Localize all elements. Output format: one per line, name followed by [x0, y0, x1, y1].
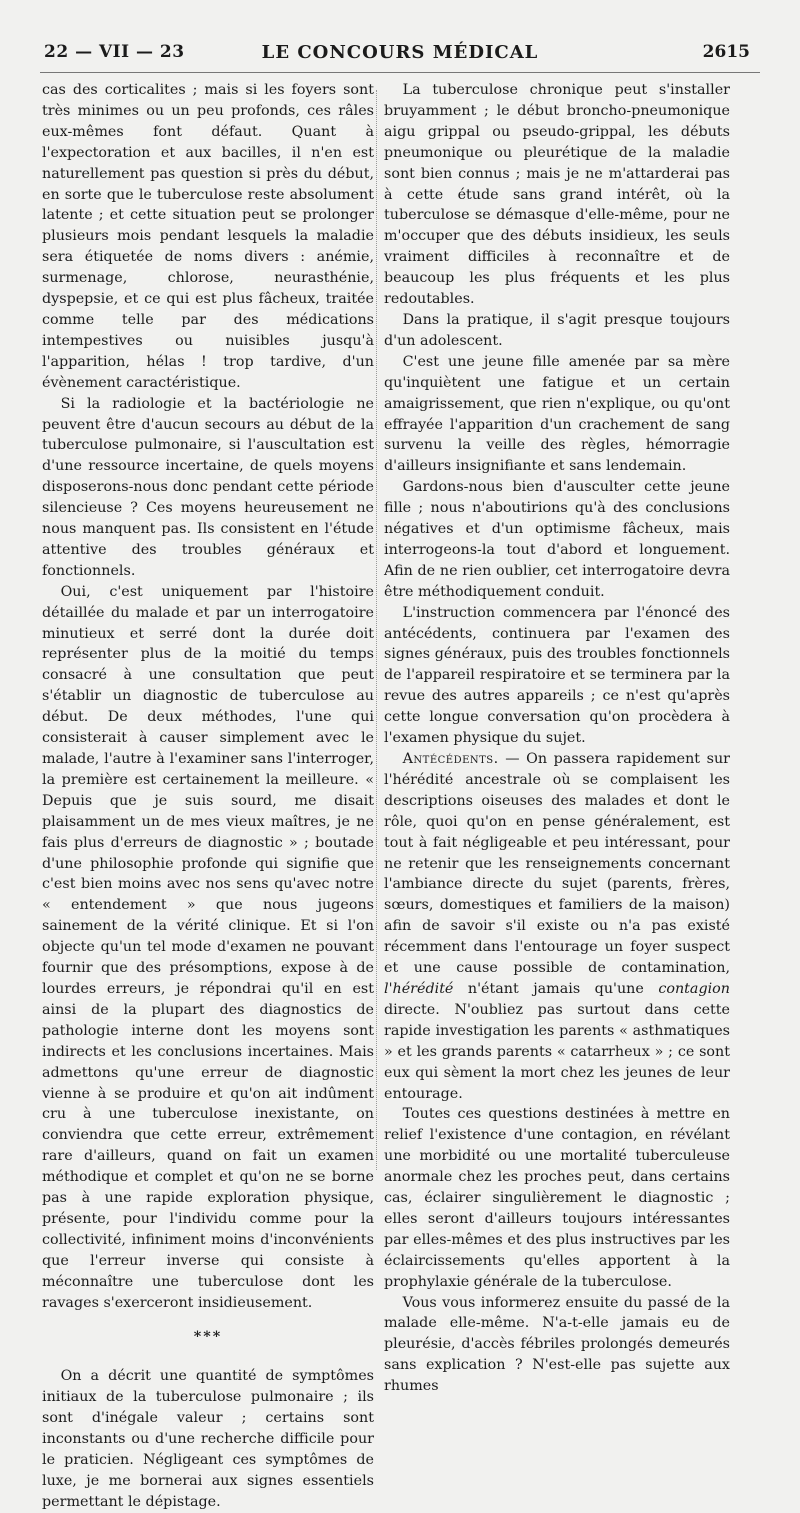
antecedents-text-b: n'étant jamais qu'une [453, 980, 659, 997]
column-divider [376, 90, 377, 1170]
left-paragraph-4: On a décrit une quantité de symptômes initiaux de la tuberculose pulmonaire ; ils sont d'inégale valeur ; certains sont inconstants ou d'une recherche difficile pour le praticien. Négligeant ces symptômes de luxe, je me bornerai aux signes essentiels permettant le dépistage. [42, 1368, 374, 1510]
header-rule [40, 72, 760, 73]
right-paragraph-4: Gardons-nous bien d'ausculter cette jeune fille ; nous n'aboutirions qu'à des conclusions négatives et d'un optimisme fâcheux, mais interrogeons-la tout d'abord et longuement. Afin de ne rien oublier, cet interrogatoire devra être méthodiquement conduit. [384, 479, 730, 600]
section-asterism: *** [193, 1329, 223, 1346]
journal-title: LE CONCOURS MÉDICAL [261, 42, 539, 63]
right-paragraph-3: C'est une jeune fille amenée par sa mère qu'inquiètent une fatigue et un certain amaigrissement, que rien n'explique, ou qu'ont effrayée l'apparition d'un crachement de sang survenu la veille des règles, hémorragie d'ailleurs insignifiante et sans lendemain. [384, 353, 730, 475]
left-paragraph-1: cas des corticalites ; mais si les foyers sont très minimes ou un peu profonds, ces râles eux-mêmes font défaut. Quant à l'expectoration et aux bacilles, il n'en est naturellement pas question si près du début, en sorte que le tuberculose reste absolument latente ; et cette situation peut se prolonger plusieurs mois pendant lesquels la maladie sera étiquetée de noms divers : anémie, surmenage, chlorose, neurasthénie, dyspepsie, et ce qui est plus fâcheux, traitée comme telle par des médications intempestives ou nuisibles jusqu'à l'apparition, hélas ! trop tardive, d'un évènement caractéristique. [42, 82, 374, 391]
contagion-term: contagion [658, 980, 730, 997]
page-header [40, 36, 760, 66]
right-paragraph-5: L'instruction commencera par l'énoncé des antécédents, continuera par l'examen des signes généraux, puis des troubles fonctionnels de l'appareil respiratoire et se terminera par la revue des autres appareils ; ce n'est qu'après cette longue conversation qu'on procèdera à l'examen physique du sujet. [384, 604, 730, 747]
right-paragraph-7: Toutes ces questions destinées à mettre en relief l'existence d'une contagion, en révélant une morbidité ou une mortalité tuberculeuse anormale chez les proches peut, dans certains cas, éclairer singulièrement le diagnostic ; elles seront d'ailleurs toujours intéressantes par elles-mêmes et des plus instructives par les éclaircissements qu'elles apportent à la prophylaxie générale de la tuberculose. [384, 1106, 730, 1290]
right-column [384, 80, 730, 1397]
heredite-term: l'hérédité [384, 980, 454, 997]
left-paragraph-2: Si la radiologie et la bactériologie ne peuvent être d'aucun secours au début de la tuberculose pulmonaire, si l'auscultation est d'une ressource incertaine, de quels moyens disposerons-nous donc pendant cette période silencieuse ? Ces moyens heureusement ne nous manquent pas. Ils consistent en l'étude attentive des troubles généraux et fonctionnels. [42, 395, 374, 579]
right-paragraph-1: La tuberculose chronique peut s'installer bruyamment ; le début broncho-pneumonique aigu grippal ou pseudo-grippal, les débuts pneumonique ou pleurétique de la maladie sont bien connus ; mais je ne m'attarderai pas à cette étude sans grand intérêt, où la tuberculose se démasque d'elle-même, pour ne m'occuper que des débuts insidieux, les seuls vraiment difficiles à reconnaître et de beaucoup les plus fréquents et les plus redoutables. [384, 82, 730, 308]
page-number: 2615 [702, 42, 750, 62]
antecedents-heading: Antécédents. [402, 751, 499, 767]
left-paragraph-3: Oui, c'est uniquement par l'histoire détaillée du malade et par un interrogatoire minutieux et serré dont la durée doit représenter plus de la moitié du temps consacré à une consultation que peut s'établir un diagnostic de tuberculose au début. De deux méthodes, l'une qui consisterait à causer simplement avec le malade, l'autre à l'examiner sans l'interroger, la première est certainement la meilleure. « Depuis que je suis sourd, me disait plaisamment un de mes vieux maîtres, je ne fais plus d'erreurs de diagnostic » ; boutade d'une philosophie profonde qui signifie que c'est bien moins avec nos sens qu'avec notre « entendement » que nous jugeons sainement de la vérité clinique. Et si l'on objecte qu'un tel mode d'examen ne pouvant fournir que des présomptions, expose à de lourdes erreurs, je répondrai qu'il en est ainsi de la plupart des diagnostics de pathologie interne dont les moyens sont indirects et les conclusions incertaines. Mais admettons qu'une erreur de diagnostic vienne à se produire et qu'on ait indûment cru à une tuberculose inexistante, on conviendra que cette erreur, extrêmement rare d'ailleurs, quand on fait un examen méthodique et complet et qu'on ne se borne pas à une rapide exploration physique, présente, pour l'individu comme pour la collectivité, infiniment moins d'inconvénients que l'erreur inverse qui consiste à méconnaître une tuberculose dont les ravages s'exerceront insidieusement. [42, 583, 374, 1311]
antecedents-text-a: — On passera rapidement sur l'hérédité ancestrale où se complaisent les descriptions oiseuses des malades et dont le rôle, quoi qu'on en pense généralement, est tout à fait négligeable et peu intéressant, pour ne retenir que les renseignements concernant l'ambiance directe du sujet (parents, frères, sœurs, domestiques et familiers de la maison) afin de savoir s'il existe ou n'a pas existé récemment dans l'entourage un foyer suspect et une cause possible de contamination, [384, 751, 730, 977]
issue-date: 22 — VII — 23 [44, 42, 185, 62]
right-paragraph-8: Vous vous informerez ensuite du passé de la malade elle-même. N'a-t-elle jamais eu de pleurésie, d'accès fébriles prolongés demeurés sans explication ? N'est-elle pas sujette aux rhumes [384, 1294, 730, 1395]
right-paragraph-antecedents [384, 749, 730, 1104]
antecedents-text-c: directe. N'oubliez pas surtout dans cette rapide investigation les parents « asthmatiques » et les grands parents « catarrheux » ; ce sont eux qui sèment la mort chez les jeunes de leur entourage. [384, 1001, 730, 1102]
left-column [42, 80, 374, 1513]
right-paragraph-2: Dans la pratique, il s'agit presque toujours d'un adolescent. [384, 311, 730, 349]
